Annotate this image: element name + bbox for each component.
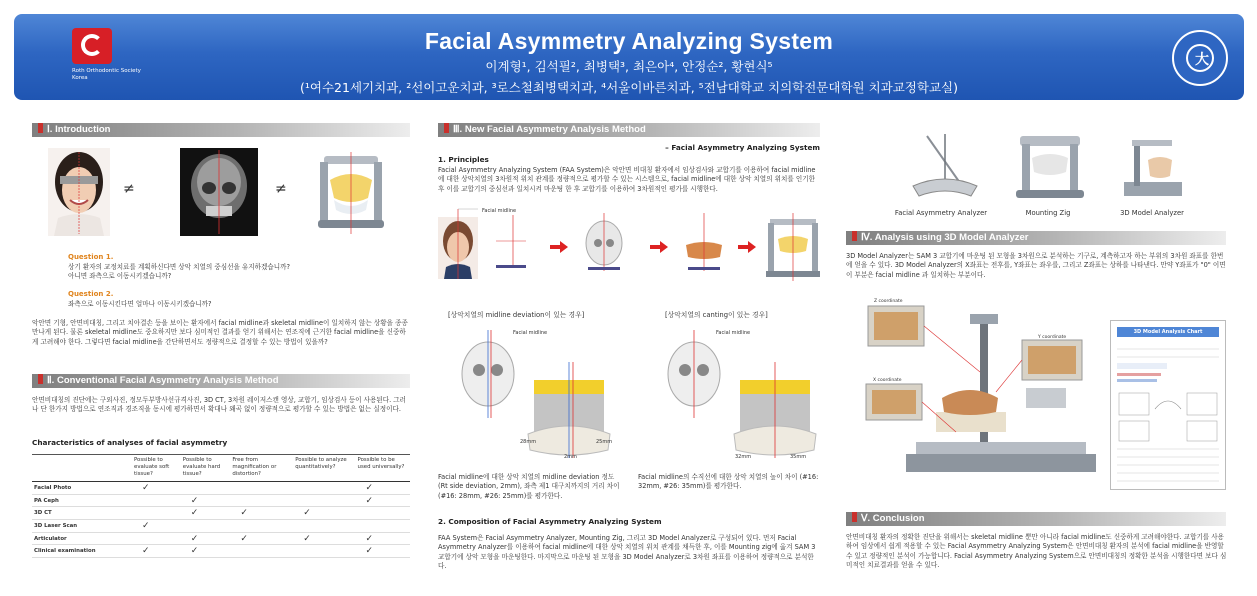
deviation-28mm-label: 28mm (520, 439, 537, 445)
canting-diagram (660, 322, 830, 462)
table-check-cell: ✓ (132, 482, 181, 495)
conventional-heading: Ⅱ. Conventional Facial Asymmetry Analysis Method (32, 374, 410, 388)
canting-caption: Facial midline의 수직선에 대한 상악 치열의 높이 차이 (#16: 32mm, #26: 35mm)를 평가한다. (638, 473, 819, 491)
table-check-cell (230, 545, 293, 558)
conclusion-body-text: 안면비대칭 환자의 정확한 진단을 위해서는 skeletal midline 뿐만 아니라 facial midline도 신중하게 고려해야한다. 교합기를 사용하여 임상에서 쉽게 적용할 수 있는 Facial Asymmetry Analyzing System은 안면비대칭 환자의 분석에 facial midline을 반영할 수 있고 정량적인 분석이 가능합니다. Facial Asymmetry Analyzing System으로 안면비대칭의 정확한 분석을 시행한다면 보다 심미적인 치료결과를 얻을 수 있다. (846, 533, 1227, 570)
articulator-image (310, 150, 392, 238)
table-row (32, 482, 410, 495)
mounting-zig-image (1010, 128, 1090, 206)
principles-title: 1. Principles (438, 155, 489, 164)
analysis-chart-title: 3D Model Analysis Chart (1117, 327, 1219, 337)
table-row-label: Facial Photo (32, 482, 132, 495)
table-check-cell: ✓ (132, 520, 181, 533)
table-check-cell: ✓ (132, 545, 181, 558)
deviation-title: [상악치열의 midline deviation이 있는 경우] (448, 311, 585, 319)
table-check-cell (181, 520, 231, 533)
patient-face-photo (48, 148, 110, 236)
table-header-row (32, 455, 410, 482)
table-header-cell: Possible to be used universally? (356, 455, 410, 482)
table-check-cell: ✓ (181, 494, 231, 507)
table-check-cell (181, 482, 231, 495)
y-coordinate-label: Y coordinate (1038, 335, 1067, 340)
table-check-cell: ✓ (293, 507, 355, 520)
conventional-body-text: 안면비대칭의 진단에는 구외사진, 정모두부방사선규격사진, 3D CT, 3차원 레이저스캔 영상, 교합기, 임상검사 등이 사용된다. 그러나 단 한가지 방법으로 연조직과 경조직을 동시에 평가하면서 확대나 왜곡 없이 정량적으로 평가할 수 있는 방법은 없는 실정이다. (32, 396, 407, 414)
method-subtitle: – Facial Asymmetry Analyzing System (665, 143, 820, 152)
table-check-cell (293, 494, 355, 507)
authors-line: 이계형¹, 김석필², 최병택³, 최은아⁴, 안정순², 황현식⁵ (485, 59, 773, 74)
table-title: Characteristics of analyses of facial asymmetry (32, 438, 228, 447)
facial-asymmetry-analyzer-image (905, 130, 985, 206)
table-row-label: Articulator (32, 532, 132, 545)
table-check-cell: ✓ (230, 532, 293, 545)
composition-title: 2. Composition of Facial Asymmetry Analyzing System (438, 517, 662, 526)
question-1-text-2: 아니면 좌측으로 이동시키겠습니까? (68, 272, 172, 280)
table-row-label: 3D CT (32, 507, 132, 520)
intro-body-text: 악안면 기형, 안면비대칭, 그리고 치아결손 등을 보이는 환자에서 facial midline과 skeletal midline이 일치하지 않는 상황을 종종 만나게 된다. 물론 skeletal midline도 중요하지만 보다 심미적인 결과를 얻기 위해서는 연조직에 근거한 facial midline을 신중하게 고려해야 한다. 그렇다면 facial midline을 간단하면서도 정량적으로 결정할 수 있는 방법이 있을까? (32, 319, 408, 346)
x-coordinate-label: X coordinate (873, 378, 902, 383)
table-check-cell (293, 545, 355, 558)
composition-body-text: FAA System은 Facial Asymmetry Analyzer, Mounting Zig, 그리고 3D Model Analyzer로 구성되어 있다. 먼저 Facial Asymmetry Analyzer를 이용하여 facial midline에 대한 상악 치열의 위치 관계를 채득한 후, 이를 Mounting zig에 옮겨 SAM 3 교합기에 상악 모형을 마운팅한다. 마지막으로 마운팅 된 모형을 3D Model Analyzer로 3차원 좌표를 이용하여 정량적으로 분석한다. (438, 534, 816, 571)
analysis-chart-body (1111, 337, 1225, 487)
pa-ceph-xray-image (180, 148, 258, 236)
table-check-cell: ✓ (356, 482, 410, 495)
deviation-2mm-label: 2mm (564, 454, 577, 460)
3d-model-analyzer-figure (846, 292, 1102, 502)
table-check-cell (132, 532, 181, 545)
deviation-facial-midline-label: Facial midline (513, 330, 548, 336)
table-check-cell: ✓ (181, 532, 231, 545)
canting-35mm-label: 35mm (790, 454, 807, 460)
table-check-cell: ✓ (356, 494, 410, 507)
asymmetry-analysis-table (32, 454, 410, 558)
facial-midline-mini-label: Facial midline (482, 208, 517, 214)
table-row (32, 545, 410, 558)
table-check-cell (230, 520, 293, 533)
table-header-cell: Free from magnification or distortion? (230, 455, 293, 482)
deviation-25mm-label: 25mm (596, 439, 613, 445)
table-header-cell (32, 455, 132, 482)
table-check-cell: ✓ (230, 507, 293, 520)
not-equal-symbol-1: ≠ (123, 181, 135, 197)
3d-analysis-chart (1110, 320, 1226, 490)
table-check-cell (356, 507, 410, 520)
table-check-cell (293, 482, 355, 495)
principles-diagram (438, 205, 820, 287)
table-row-label: 3D Laser Scan (32, 520, 132, 533)
question-1-label: Question 1. (68, 253, 114, 261)
z-coordinate-label: Z coordinate (874, 299, 903, 304)
question-1-text-1: 상기 환자의 교정치료를 계획하신다면 상악 치열의 중심선을 유지하겠습니까? (68, 263, 290, 271)
poster-title: Facial Asymmetry Analyzing System (424, 28, 834, 54)
analysis-heading: Ⅳ. Analysis using 3D Model Analyzer (846, 231, 1226, 245)
method-heading: Ⅲ. New Facial Asymmetry Analysis Method (438, 123, 820, 137)
affiliations-line: (¹여수21세기치과, ²선이고운치과, ³로스철최병택치과, ⁴서울이바른치과, ⁵전남대학교 치의학전문대학원 치과교정학교실) (300, 80, 958, 95)
component-label-analyzer: Facial Asymmetry Analyzer (894, 209, 988, 217)
table-header-cell: Possible to evaluate soft tissue? (132, 455, 181, 482)
intro-heading: Ⅰ. Introduction (32, 123, 410, 137)
table-check-cell: ✓ (181, 545, 231, 558)
3d-model-analyzer-thumb-image (1118, 130, 1188, 206)
roth-logo-text: Roth Orthodontic Society Korea (72, 68, 141, 81)
table-check-cell (132, 494, 181, 507)
deviation-caption: Facial midline에 대한 상악 치열의 midline deviation 정도 (Rt side deviation, 2mm), 좌측 제1 대구치까지의 거리 차이(#16: 28mm, #26: 25mm)를 평가한다. (438, 473, 620, 500)
table-check-cell (293, 520, 355, 533)
analysis-body-text: 3D Model Analyzer는 SAM 3 교합기에 마운팅 된 모형을 3차원으로 분석하는 기구로, 계측하고자 하는 부위의 3차원 좌표를 한번에 얻을 수 있다. 3D Model Analyzer의 X좌표는 전후를, Y좌표는 좌우를, 그리고 Z좌표는 상하를 나타낸다. 만약 Y좌표가 "0" 이면 이 부분은 facial midline 과 일치하는 부분이다. (846, 252, 1226, 279)
conclusion-heading: Ⅴ. Conclusion (846, 512, 1226, 526)
university-seal-icon: 大 (1172, 30, 1228, 86)
table-row (32, 520, 410, 533)
canting-facial-midline-label: Facial midline (716, 330, 751, 336)
poster-header (14, 14, 1244, 100)
component-label-3d-analyzer: 3D Model Analyzer (1120, 209, 1184, 217)
table-header-cell: Possible to evaluate hard tissue? (181, 455, 231, 482)
table-check-cell (230, 482, 293, 495)
canting-32mm-label: 32mm (735, 454, 752, 460)
question-2-label: Question 2. (68, 290, 114, 298)
table-check-cell: ✓ (293, 532, 355, 545)
table-header-cell: Possible to analyze quantitatively? (293, 455, 355, 482)
table-check-cell (132, 507, 181, 520)
question-2-text: 좌측으로 이동시킨다면 얼마나 이동시키겠습니까? (68, 300, 212, 308)
table-row-label: PA Ceph (32, 494, 132, 507)
table-check-cell: ✓ (181, 507, 231, 520)
table-check-cell (230, 494, 293, 507)
table-check-cell: ✓ (356, 545, 410, 558)
principles-body-text: Facial Asymmetry Analyzing System (FAA System)은 악안면 비대칭 환자에서 임상검사와 교합기를 이용하여 facial midline에 대한 상악치열의 3차원적 위치 관계를 정량적으로 평가할 수 있는 시스템으로, facial midline에 대한 상악 치열의 위치를 인기한 후 이를 교합기의 중심선과 일치시켜 마운팅 한 후 교합기를 이용하여 3차원적인 평가를 시행한다. (438, 166, 816, 193)
table-check-cell: ✓ (356, 532, 410, 545)
component-label-zig: Mounting Zig (1025, 209, 1071, 217)
table-row (32, 494, 410, 507)
not-equal-symbol-2: ≠ (275, 181, 287, 197)
table-row-label: Clinical examination (32, 545, 132, 558)
canting-title: [상악치열의 canting이 있는 경우] (665, 311, 768, 319)
table-row (32, 507, 410, 520)
table-check-cell (356, 520, 410, 533)
table-row (32, 532, 410, 545)
